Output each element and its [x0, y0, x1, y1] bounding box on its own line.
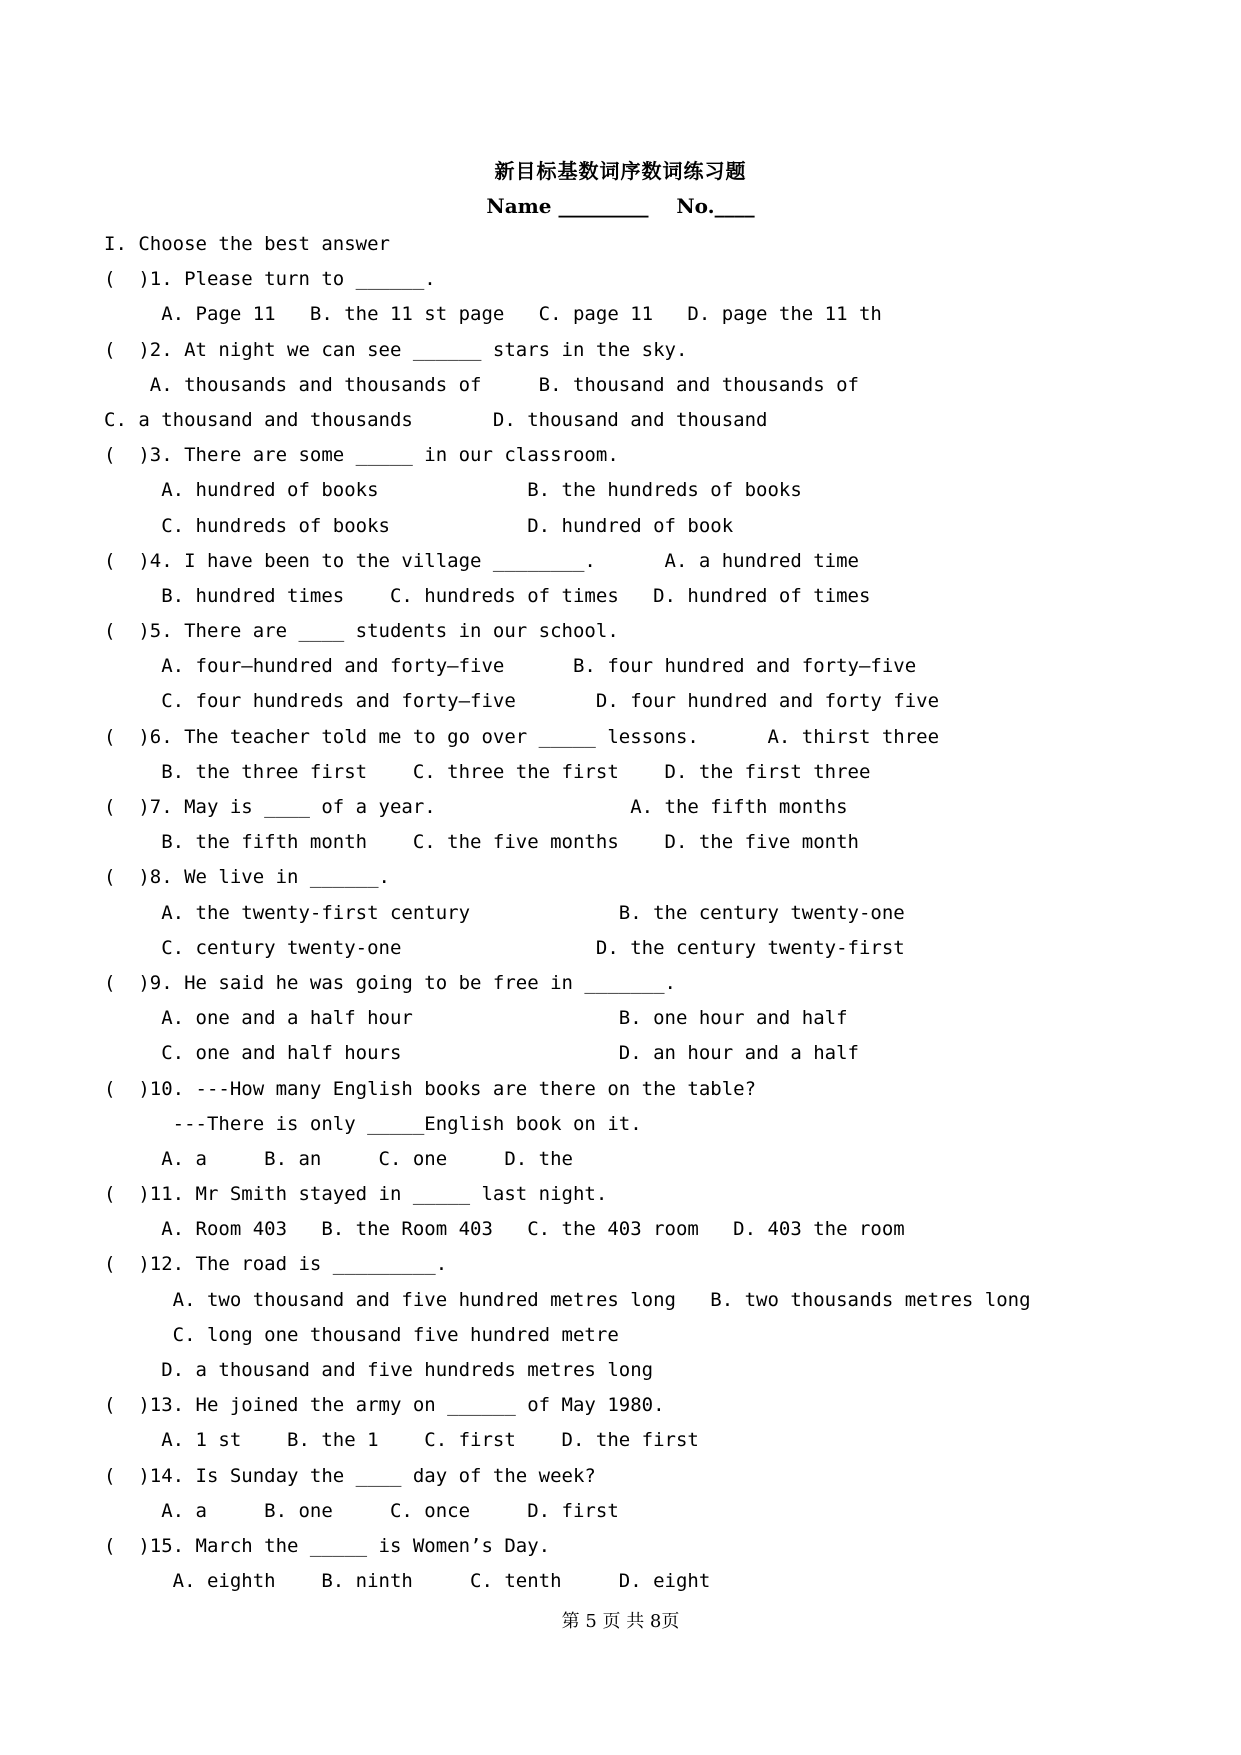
section-heading: I. Choose the best answer: [104, 233, 390, 255]
question-8-options-cd: C. century twenty-one D. the century twenty-first: [104, 936, 905, 959]
question-12-options-ab: A. two thousand and five hundred metres long B. two thousands metres long: [104, 1288, 1031, 1311]
question-14-options: A. a B. one C. once D. first: [104, 1499, 619, 1522]
question-13: ( )13. He joined the army on ______ of May 1980.: [104, 1394, 665, 1417]
question-13-options: A. 1 st B. the 1 C. first D. the first: [104, 1429, 699, 1452]
question-3-options-cd: C. hundreds of books D. hundred of book: [104, 514, 734, 537]
question-1-options: A. Page 11 B. the 11 st page C. page 11 D. page the 11 th: [104, 303, 882, 326]
question-6: ( )6. The teacher told me to go over _____ lessons. A. thirst three: [104, 725, 940, 748]
question-15: ( )15. March the _____ is Women’s Day.: [104, 1534, 551, 1557]
question-7-options: B. the fifth month C. the five months D. the five month: [104, 831, 859, 854]
question-9-options-ab: A. one and a half hour B. one hour and half: [104, 1007, 848, 1030]
question-1: ( )1. Please turn to ______.: [104, 268, 436, 291]
question-12-option-d: D. a thousand and five hundreds metres long: [104, 1359, 654, 1381]
question-5-options-ab: A. four—hundred and forty—five B. four hundred and forty—five: [104, 655, 917, 678]
name-number-bar: [0, 194, 1241, 218]
question-12: ( )12. The road is _________.: [104, 1253, 448, 1276]
question-9: ( )9. He said he was going to be free in _______.: [104, 971, 676, 994]
question-15-options: A. eighth B. ninth C. tenth D. eight: [104, 1570, 711, 1593]
question-11-options: A. Room 403 B. the Room 403 C. the 403 room D. 403 the room: [104, 1218, 905, 1241]
question-10: ( )10. ---How many English books are there on the table?: [104, 1077, 757, 1100]
question-12-option-c: C. long one thousand five hundred metre: [104, 1323, 619, 1346]
question-3: ( )3. There are some _____ in our classroom.: [104, 444, 619, 467]
question-2: ( )2. At night we can see ______ stars in the sky.: [104, 338, 688, 361]
question-8: ( )8. We live in ______.: [104, 866, 390, 889]
question-10-options: A. a B. an C. one D. the: [104, 1147, 573, 1170]
question-10-reply: ---There is only _____English book on it.: [104, 1112, 642, 1135]
question-list: [104, 227, 1164, 1599]
question-11: ( )11. Mr Smith stayed in _____ last night.: [104, 1183, 608, 1206]
question-5-options-cd: C. four hundreds and forty—five D. four hundred and forty five: [104, 690, 940, 713]
question-7: ( )7. May is ____ of a year. A. the fifth months: [104, 796, 848, 818]
question-14: ( )14. Is Sunday the ____ day of the week?: [104, 1464, 596, 1487]
page-title: 新目标基数词序数词练习题: [494, 159, 747, 183]
question-2-options-ab: A. thousands and thousands of B. thousand and thousands of: [104, 373, 859, 396]
number-field: No.____: [676, 194, 755, 218]
question-2-options-cd: C. a thousand and thousands D. thousand and thousand: [104, 408, 768, 431]
question-8-options-ab: A. the twenty-first century B. the century twenty-one: [104, 901, 905, 924]
question-4: ( )4. I have been to the village ________. A. a hundred time: [104, 549, 859, 572]
question-4-options: B. hundred times C. hundreds of times D. hundred of times: [104, 584, 871, 607]
spacer: [649, 194, 677, 218]
question-9-options-cd: C. one and half hours D. an hour and a half: [104, 1042, 859, 1065]
page-footer: 第 5 页 共 8页: [561, 1611, 680, 1632]
question-5: ( )5. There are ____ students in our school.: [104, 620, 619, 643]
question-6-options: B. the three first C. three the first D. the first three: [104, 760, 871, 783]
name-field: Name _________: [486, 194, 649, 218]
question-3-options-ab: A. hundred of books B. the hundreds of books: [104, 479, 802, 502]
